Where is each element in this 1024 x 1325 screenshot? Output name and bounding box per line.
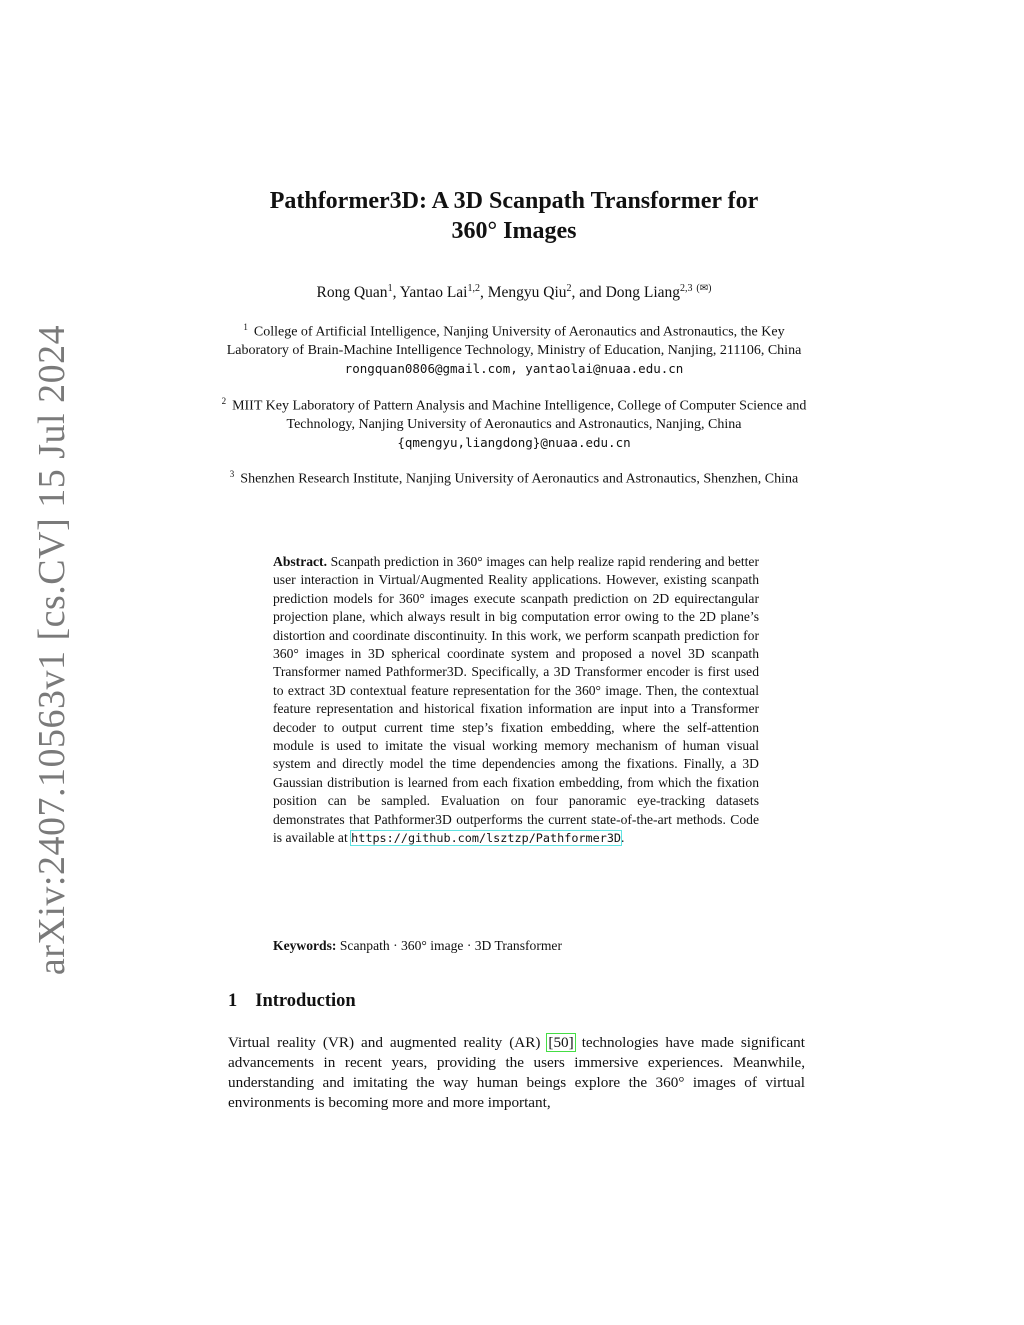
author-name: Rong Quan — [316, 284, 388, 302]
affiliation-email: {qmengyu,liangdong}@nuaa.edu.cn — [397, 435, 631, 451]
author-separator: , and — [571, 284, 606, 302]
author-list — [200, 283, 828, 302]
keywords-text: Scanpath · 360° image · 3D Transformer — [339, 938, 562, 953]
affiliation-sup: 1 — [243, 322, 248, 332]
keywords-label: Keywords: — [273, 938, 337, 953]
author-name: Yantao Lai — [399, 284, 468, 302]
keywords — [273, 938, 759, 954]
abstract — [273, 553, 759, 848]
affiliation-text: Shenzhen Research Institute, Nanjing University of Aeronautics and Astronautics, Shenzhen, China — [240, 471, 799, 487]
affiliation-text: MIIT Key Laboratory of Pattern Analysis and Machine Intelligence, College of Computer Science and Technology, Nanjing University of Aeronautics and Astronautics, Nanjing, China — [232, 398, 807, 433]
abstract-end: . — [621, 830, 625, 846]
intro-text-before: Virtual reality (VR) and augmented reality (AR) — [228, 1034, 541, 1051]
author-sup: 1,2 — [467, 283, 480, 294]
author-name: Dong Liang — [605, 284, 681, 302]
arxiv-stamp: arXiv:2407.10563v1 [cs.CV] 15 Jul 2024 — [31, 324, 73, 976]
affiliation-sup: 3 — [229, 469, 235, 479]
author-sup: 1 — [387, 283, 393, 294]
affiliation-3 — [220, 465, 808, 489]
intro-paragraph — [228, 1033, 805, 1113]
author-sup: 2 — [566, 283, 572, 294]
section-number: 1 — [228, 991, 238, 1011]
code-link[interactable]: https://github.com/lsztzp/Pathformer3D — [351, 831, 622, 846]
title-line-1: Pathformer3D: A 3D Scanpath Transformer for — [269, 188, 759, 214]
author-separator: , — [392, 284, 400, 302]
citation-link[interactable]: [50] — [548, 1034, 574, 1051]
paper-title — [200, 186, 828, 246]
affiliation-text: College of Artificial Intelligence, Nanjing University of Aeronautics and Astronautics, the Key Laboratory of Brain-Machine Intelligence Technology, Ministry of Education, Nanjing, 211106, China — [226, 324, 802, 359]
affiliation-1 — [220, 318, 808, 380]
author-sup: 2,3 — [680, 283, 693, 294]
affiliation-2 — [220, 392, 808, 454]
abstract-label: Abstract. — [273, 554, 327, 569]
envelope-icon: (✉) — [696, 283, 712, 294]
title-line-2: 360° Images — [451, 218, 577, 244]
author-name: Mengyu Qiu — [487, 284, 567, 302]
affiliation-email: rongquan0806@gmail.com, yantaolai@nuaa.edu.cn — [344, 361, 684, 377]
abstract-text: Scanpath prediction in 360° images can help realize rapid rendering and better user interaction in Virtual/Augmented Reality applications. However, existing scanpath prediction models for 360° images execute scanpath prediction on 2D equirectangular projection plane, which always result in big computation error owing to the 2D plane’s distortion and coordinate discontinuity. In this work, we perform scanpath prediction for 360° images in 3D spherical coordinate system and proposed a novel 3D scanpath Transformer named Pathformer3D. Specifically, a 3D Transformer encoder is first used to extract 3D contextual feature representation for the 360° image. Then, the contextual feature representation and historical fixation information are input into a Transformer decoder to output current time step’s fixation embedding, where the self-attention module is used to imitate the visual working memory mechanism of human visual system and directly model the time dependencies among the fixations. Finally, a 3D Gaussian distribution is learned from each fixation embedding, from which the fixation position can be sampled. Evaluation on four panoramic eye-tracking datasets demonstrates that Pathformer3D outperforms the current state-of-the-art methods. Code is available at — [273, 554, 759, 846]
affiliation-sup: 2 — [221, 396, 227, 406]
section-title: Introduction — [255, 991, 356, 1011]
intro-text-after: technologies have made significant advancements in recent years, providing the users immersive experiences. Meanwhile, understanding and imitating the way human beings explore the 360° images of virtual environments is becoming more and more important, — [228, 1034, 805, 1111]
section-heading — [228, 991, 356, 1012]
author-separator: , — [480, 284, 488, 302]
